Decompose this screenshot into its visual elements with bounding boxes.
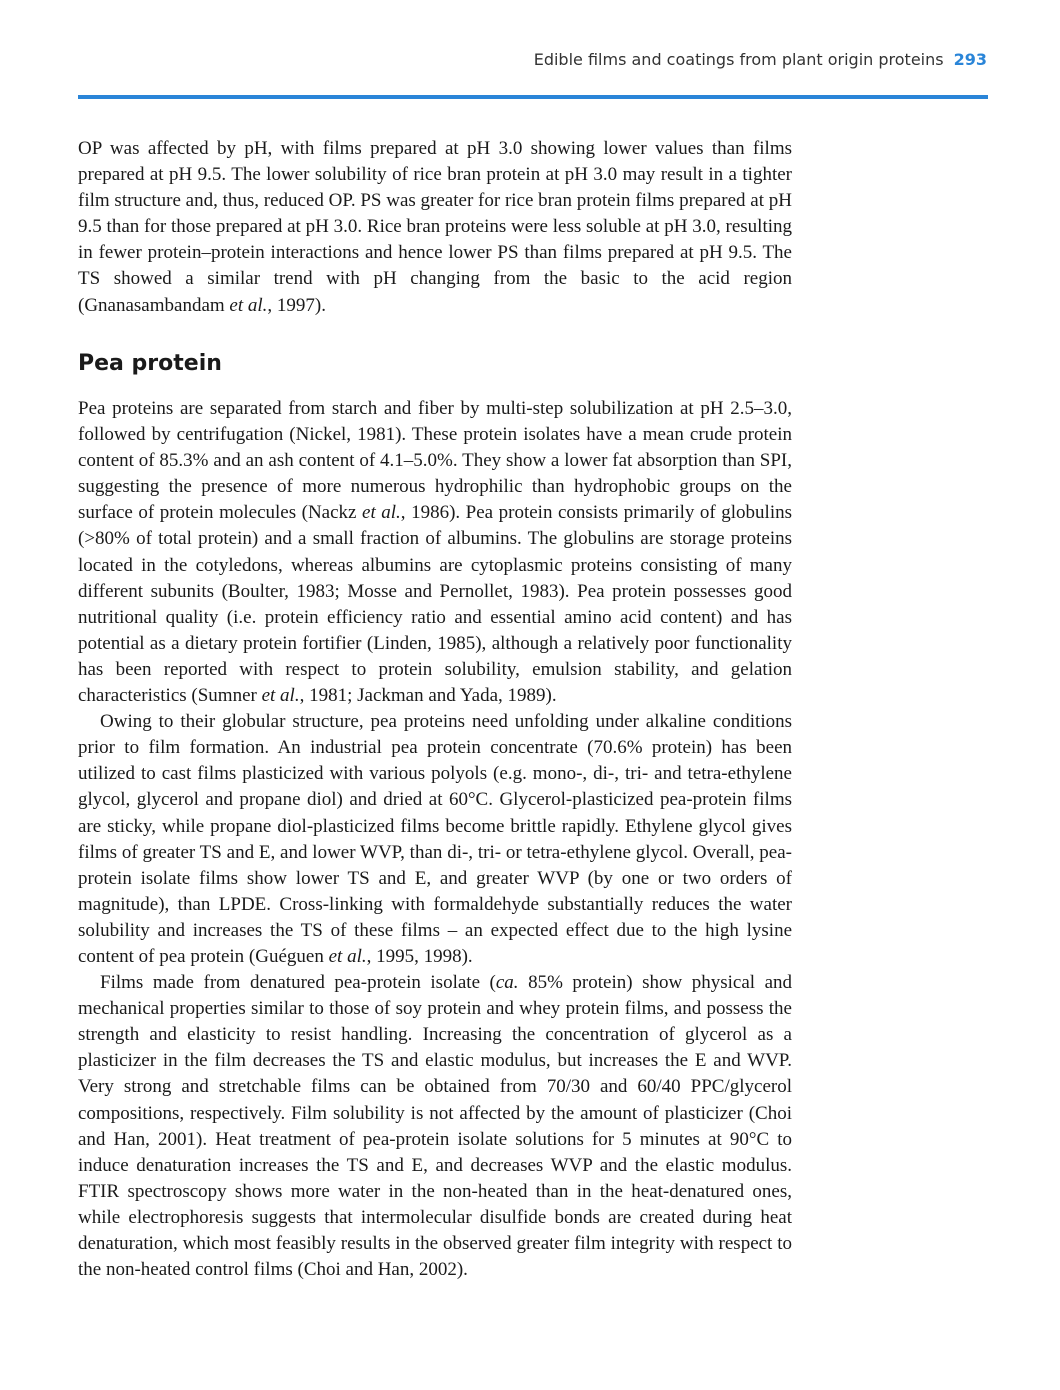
section-body bbox=[78, 396, 792, 1283]
paragraph-text: OP was affected by pH, with films prepared at pH 3.0 showing lower values than films prepared at pH 9.5. The lower solubility of rice bran protein at pH 3.0 may result in a tighter film structure and, thus, reduced OP. PS was greater for rice bran protein films prepared at pH 9.5 than for those prepared at pH 3.0. Rice bran proteins were less soluble at pH 3.0, resulting in fewer protein–protein interactions and hence lower PS than films prepared at pH 9.5. The TS showed a similar trend with pH changing from the basic to the acid region (Gnanasambandam bbox=[78, 138, 792, 316]
running-title: Edible films and coatings from plant origin proteins bbox=[533, 50, 944, 69]
paragraph-text: , 1981; Jackman and Yada, 1989). bbox=[299, 685, 557, 707]
paragraph-1 bbox=[78, 396, 792, 709]
paragraph-text: Pea proteins are separated from starch and fiber by multi-step solubilization at pH 2.5–3.0, followed by centrifugation (Nickel, 1981). These protein isolates have a mean crude protein content of 85.3% and an ash content of 4.1–5.0%. They show a lower fat absorption than SPI, suggesting the presence of more numerous hydrophilic than hydrophobic groups on the surface of protein molecules (Nackz bbox=[78, 398, 792, 524]
paragraph-text: , 1986). Pea protein consists primarily of globulins (>80% of total protein) and a small fraction of albumins. The globulins are storage proteins located in the cotyledons, whereas albumins are cytoplasmic proteins consisting of many different subunits (Boulter, 1983; Mosse and Pernollet, 1983). Pea protein possesses good nutritional quality (i.e. protein efficiency ratio and essential amino acid content) and has potential as a dietary protein fortifier (Linden, 1985), although a relatively poor functionality has been reported with respect to protein solubility, emulsion stability, and gelation characteristics (Sumner bbox=[78, 502, 793, 707]
italic-circa: ca. bbox=[495, 972, 519, 994]
italic-citation-etal: et al. bbox=[229, 294, 268, 316]
paragraph bbox=[78, 136, 792, 319]
paragraph-text: , 1995, 1998). bbox=[366, 945, 473, 967]
paragraph-text: 85% protein) show physical and mechanical properties similar to those of soy protein and whey protein films, and possess the strength and elasticity to resist handling. Increasing the concentration of glycerol as a plasticizer in the film decreases the TS and elastic modulus, but increases the E and WVP. Very strong and stretchable films can be obtained from 70/30 and 60/40 PPC/glycerol compositions, respectively. Film solubility is not affected by the amount of plasticizer (Choi and Han, 2001). Heat treatment of pea-protein isolate solutions for 5 minutes at 90°C to induce denaturation increases the TS and E, and decreases WVP and the elastic modulus. FTIR spectroscopy shows more water in the non-heated than in the heat-denatured ones, while electrophoresis suggests that intermolecular disulfide bonds are created during heat denaturation, which most feasibly results in the observed greater film integrity with respect to the non-heated control films (Choi and Han, 2002). bbox=[78, 972, 792, 1281]
continued-paragraph bbox=[78, 136, 792, 319]
paragraph-3 bbox=[78, 970, 792, 1283]
header-rule bbox=[78, 95, 988, 99]
paragraph-text: Films made from denatured pea-protein isolate ( bbox=[100, 972, 496, 994]
italic-citation-etal: et al. bbox=[328, 945, 367, 967]
running-header bbox=[534, 50, 987, 69]
italic-citation-etal: et al. bbox=[362, 502, 401, 524]
paragraph-2 bbox=[78, 709, 792, 970]
italic-citation-etal: et al. bbox=[261, 685, 300, 707]
paragraph-text: , 1997). bbox=[267, 294, 326, 316]
paragraph-text: Owing to their globular structure, pea proteins need unfolding under alkaline conditions prior to film formation. An industrial pea protein concentrate (70.6% protein) has been utilized to cast films plasticized with various polyols (e.g. mono-, di-, tri- and tetra-ethylene glycol, glycerol and propane diol) and dried at 60°C. Glycerol-plasticized pea-protein films are sticky, while propane diol-plasticized films become brittle rapidly. Ethylene glycol gives films of greater TS and E, and lower WVP, than di-, tri- or tetra-ethylene glycol. Overall, pea-protein isolate films show lower TS and E, and greater WVP (by one or two orders of magnitude), than LPDE. Cross-linking with formaldehyde substantially reduces the water solubility and increases the TS of these films – an expected effect due to the high lysine content of pea protein (Guéguen bbox=[78, 711, 792, 967]
page-number: 293 bbox=[953, 50, 987, 69]
section-heading: Pea protein bbox=[78, 351, 222, 376]
